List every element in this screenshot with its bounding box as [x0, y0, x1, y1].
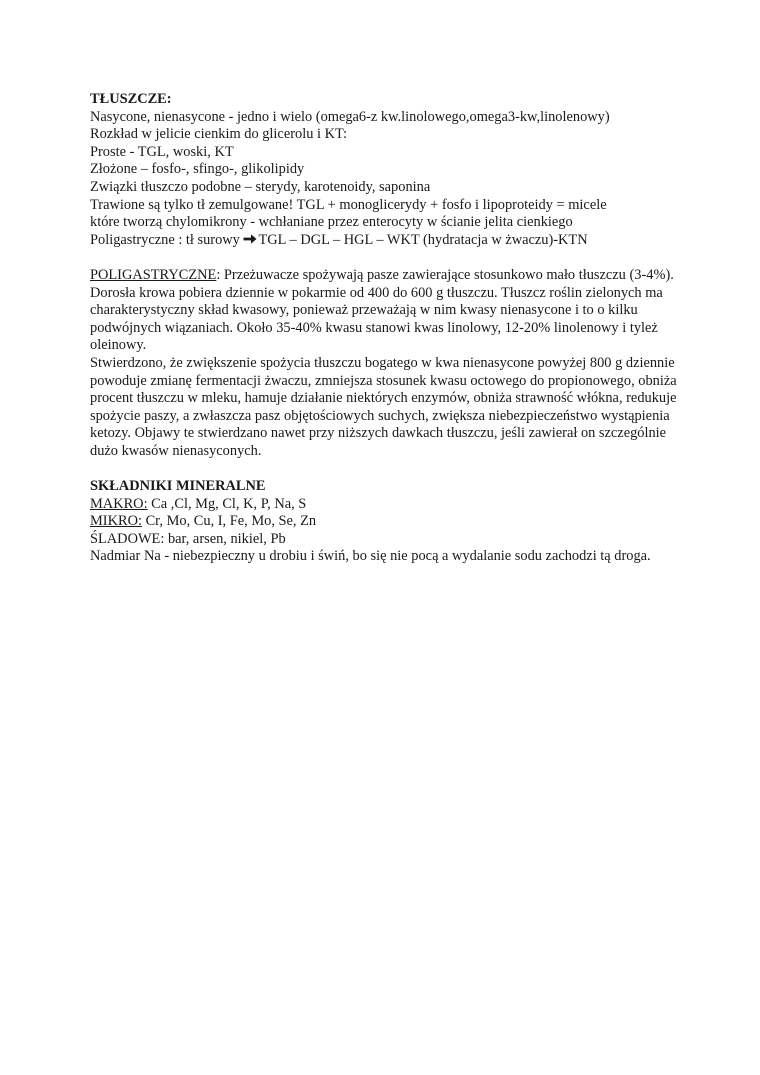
polygastric-prefix: Poligastryczne : tł surowy — [90, 231, 244, 248]
polygastric-paragraph-2: Stwierdzono, że zwiększenie spożycia tłuszczu bogatego w kwa nienasycone powyżej 800 g dziennie powoduje zmianę fermentacji żwaczu, zmniejsza stosunek kwasu octowego do propionowego, obniża procent tłuszczu w mleku, hamuje działanie niektórych enzymów, obniża strawność włókna, redukuje spożycie paszy, a zwłaszcza pasz objętościowych suchych, zwiększa niebezpieczeństwo wystąpienia ketozy. Objawy te stwierdzano nawet przy niższych dawkach tłuszczu, jeśli zawierał on szczególnie dużo kwasów nienasyconych. — [90, 354, 677, 459]
minerals-micro-line — [90, 513, 680, 531]
fats-emulsified-line: Trawione są tylko tł zemulgowane! TGL + monoglicerydy + fosfo i lipoproteidy = micele — [90, 196, 607, 213]
fats-chylomicrons-line: które tworzą chylomikrony - wchłaniane przez enterocyty w ścianie jelita cienkiego — [90, 214, 573, 231]
polygastric-paragraph-1-text: : Przeżuwacze spożywają pasze zawierające stosunkowo mało tłuszczu (3-4%). Dorosła krowa pobiera dziennie w pokarmie od 400 do 600 g tłuszczu. Tłuszcz roślin zielonych ma charakterystyczny skład kwasowy, ponieważ przeważają w nim kwasy nienasycone i to o kilku podwójnych wiązaniach. Około 35-40% kwasu stanowi kwas linolowy, 12-20% linolenowy i tyleż oleinowy. — [90, 266, 674, 354]
micro-label: MIKRO: — [90, 513, 142, 530]
fats-simple-line: Proste - TGL, woski, KT — [90, 143, 234, 160]
fats-complex-line: Złożone – fosfo-, sfingo-, glikolipidy — [90, 161, 305, 178]
minerals-macro-line — [90, 496, 680, 514]
minerals-heading: SKŁADNIKI MINERALNE — [90, 478, 266, 495]
fats-digestion-line: Rozkład w jelicie cienkim do glicerolu i KT: — [90, 126, 348, 143]
macro-items: Ca ,Cl, Mg, Cl, K, P, Na, S — [147, 495, 307, 512]
fats-polygastric-line — [90, 232, 680, 250]
minerals-sodium-note: Nadmiar Na - niebezpieczny u drobiu i świń, bo się nie pocą a wydalanie sodu zachodzi tą droga. — [90, 548, 651, 565]
fats-heading: TŁUSZCZE: — [90, 91, 172, 107]
right-arrow-icon — [243, 233, 257, 245]
minerals-trace-line: ŚLADOWE: bar, arsen, nikiel, Pb — [90, 530, 286, 547]
polygastric-paragraph-1 — [90, 267, 680, 355]
polygastric-label: POLIGASTRYCZNE — [90, 266, 217, 283]
micro-items: Cr, Mo, Cu, I, Fe, Mo, Se, Zn — [141, 513, 317, 530]
polygastric-suffix: TGL – DGL – HGL – WKT (hydratacja w żwaczu)-KTN — [258, 231, 588, 248]
spacer — [90, 249, 680, 267]
fats-fatlike-line: Związki tłuszczo podobne – sterydy, karotenoidy, saponina — [90, 178, 431, 195]
spacer — [90, 460, 680, 478]
document-page — [90, 91, 680, 566]
macro-label: MAKRO: — [90, 495, 148, 512]
fats-types-line: Nasycone, nienasycone - jedno i wielo (omega6-z kw.linolowego,omega3-kw,linolenowy) — [90, 108, 610, 125]
